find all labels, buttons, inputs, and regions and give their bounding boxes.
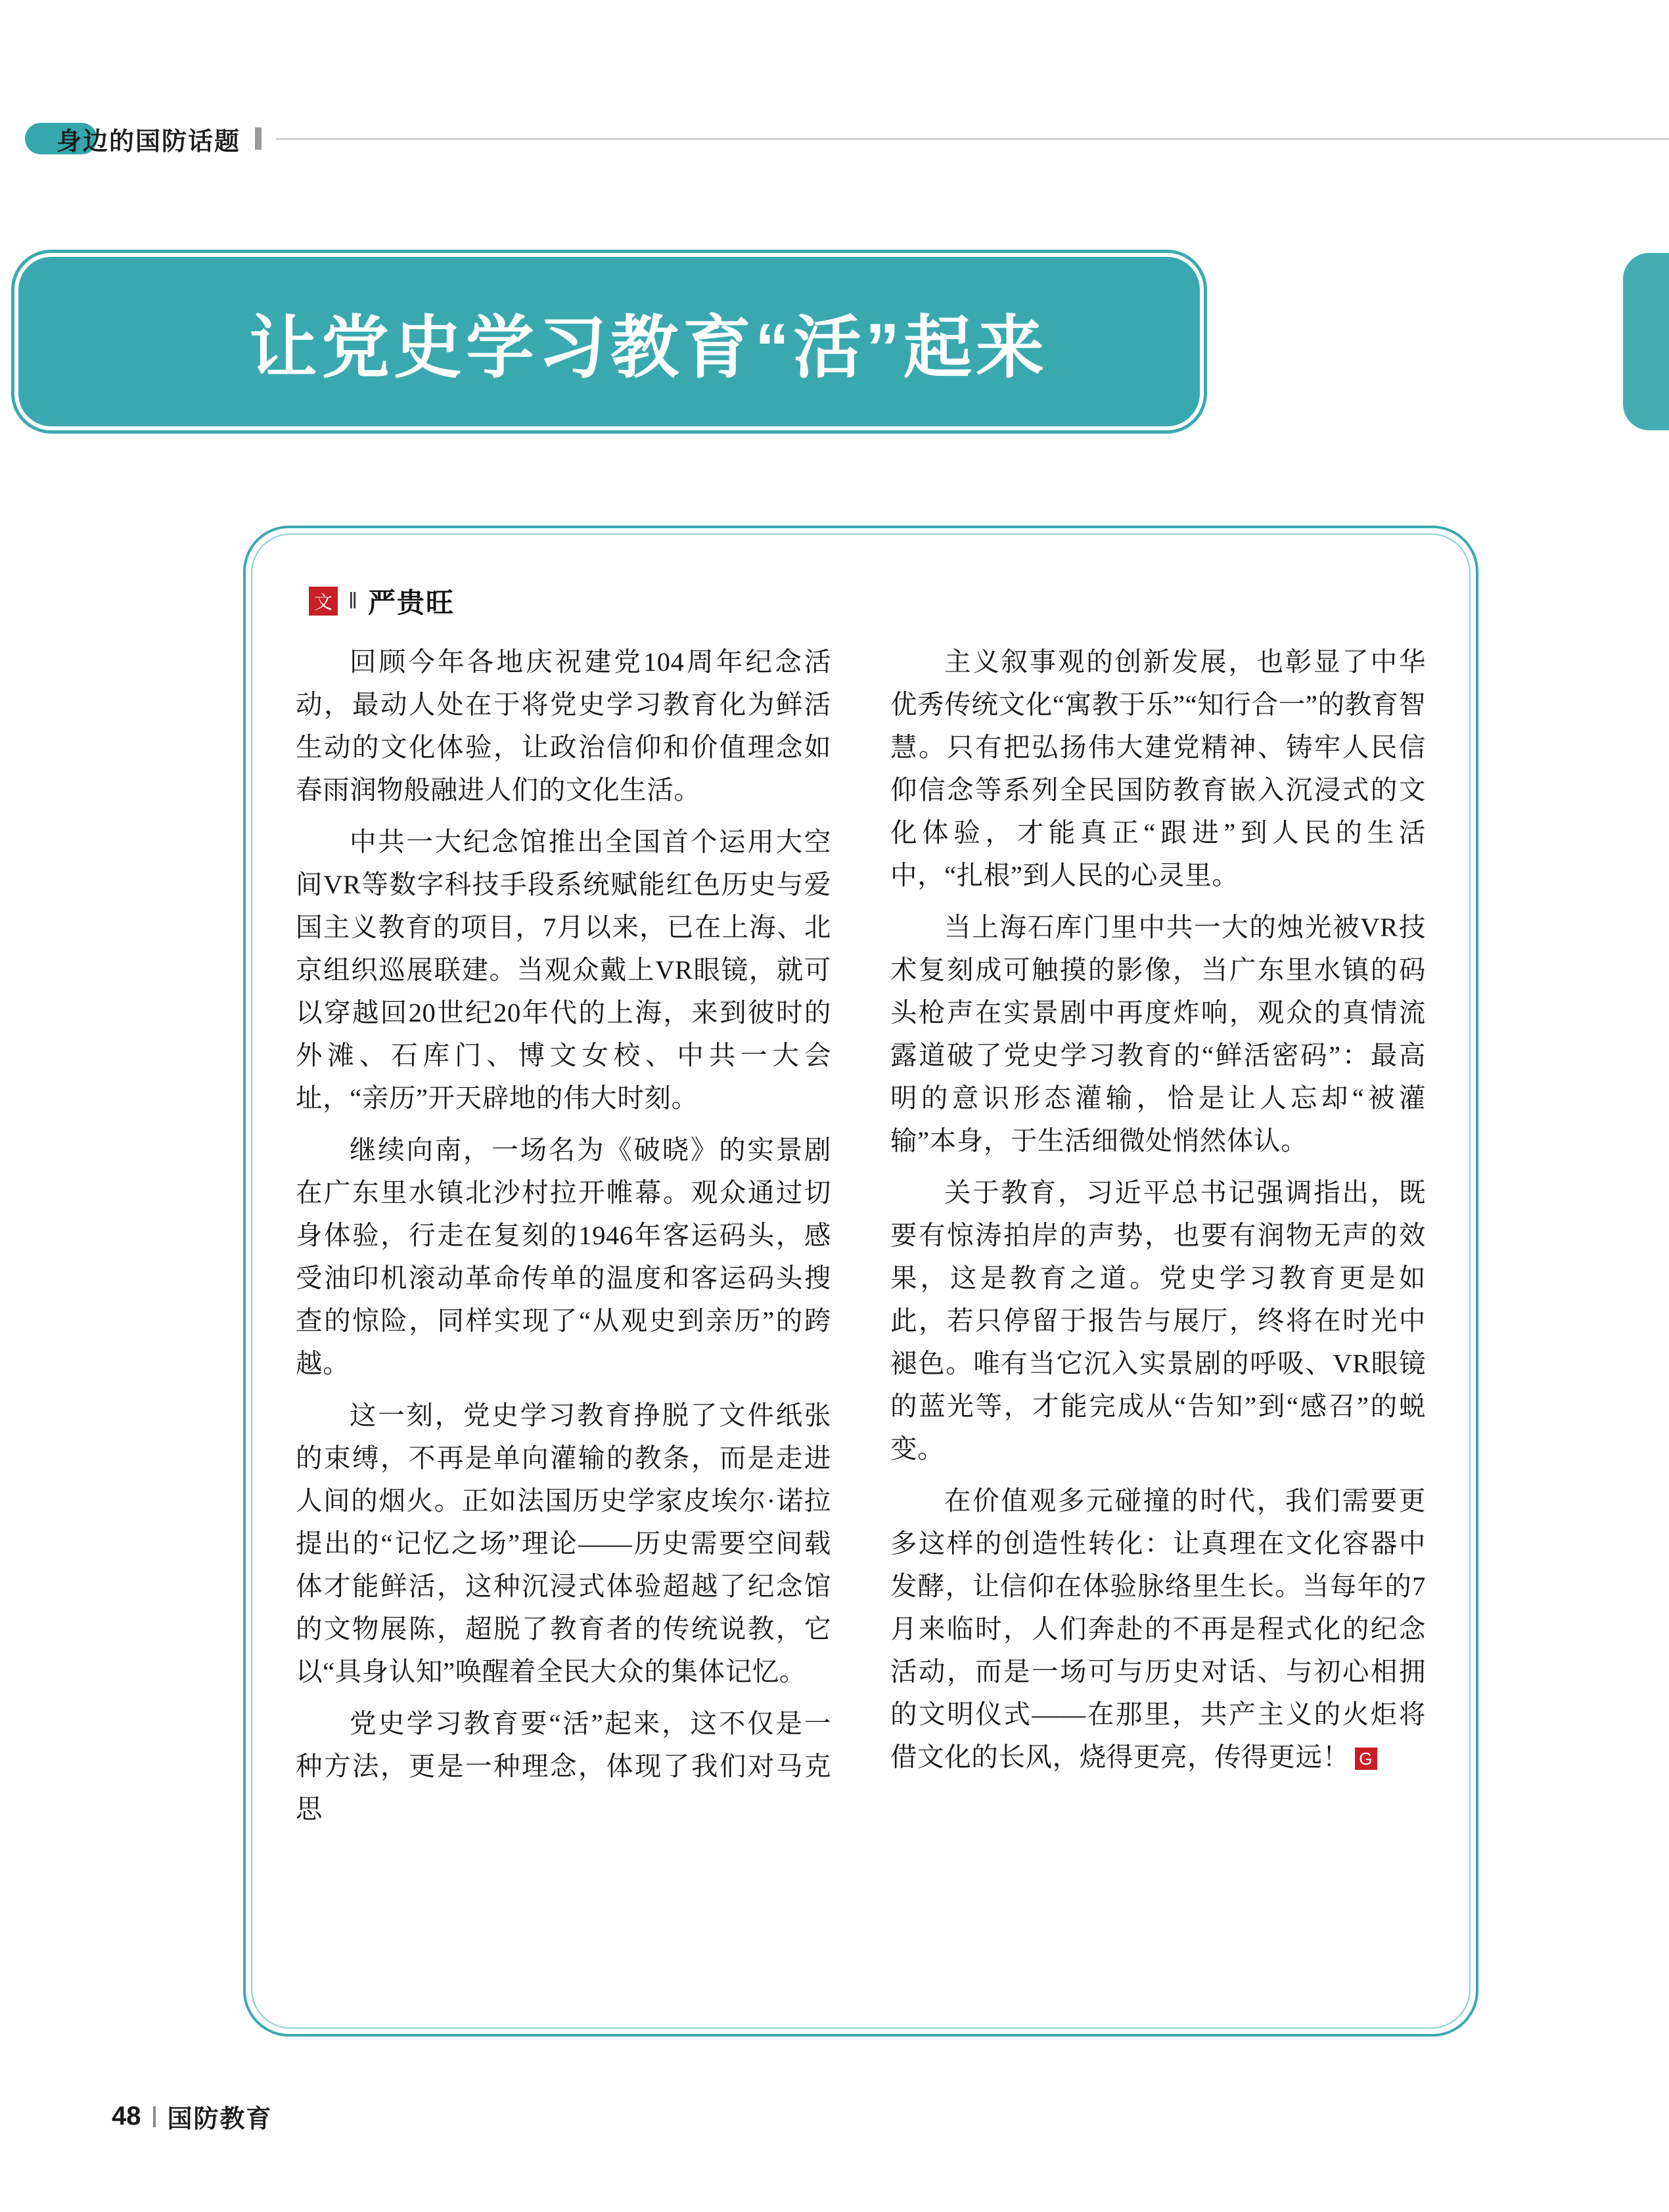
title-banner-right-accent [1623, 253, 1669, 430]
paragraph: 中共一大纪念馆推出全国首个运用大空间VR等数字科技手段系统赋能红色历史与爱国主义教育的项目，7月以来，已在上海、北京组织巡展联建。当观众戴上VR眼镜，就可以穿越回20世纪20年代的上海，来到彼时的外滩、石库门、博文女校、中共一大会址，“亲历”开天辟地的伟大时刻。 [296, 827, 831, 1113]
paragraph: 主义叙事观的创新发展，也彰显了中华优秀传统文化“寓教于乐”“知行合一”的教育智慧。只有把弘扬伟大建党精神、铸牢人民信仰信念等系列全民国防教育嵌入沉浸式的文化体验，才能真正“跟进”到人民的生活中，“扎根”到人民的心灵里。 [890, 647, 1426, 890]
article-column-left [296, 641, 831, 1987]
page-title: 让党史学习教育“活”起来 [248, 310, 1048, 386]
title-banner [14, 253, 1204, 430]
page-footer [112, 2098, 273, 2134]
paragraph: 继续向南，一场名为《破晓》的实景剧在广东里水镇北沙村拉开帷幕。观众通过切身体验，行走在复刻的1946年客运码头，感受油印机滚动革命传单的温度和客运码头搜查的惊险，同样实现了“从观史到亲历”的跨越。 [296, 1135, 831, 1378]
paragraph: 当上海石库门里中共一大的烛光被VR技术复刻成可触摸的影像，当广东里水镇的码头枪声在实景剧中再度炸响，观众的真情流露道破了党史学习教育的“鲜活密码”：最高明的意识形态灌输，恰是让人忘却“被灌输”本身，于生活细微处悄然体认。 [890, 913, 1426, 1156]
footer-divider [153, 2106, 156, 2127]
paragraph-text: 在价值观多元碰撞的时代，我们需要更多这样的创造性转化：让真理在文化容器中发酵，让信仰在体验脉络里生长。当每年的7月来临时，人们奔赴的不再是程式化的纪念活动，而是一场可与历史对话、与初心相拥的文明仪式——在那里，共产主义的火炬将借文化的长风，烧得更亮，传得更远！ [890, 1486, 1426, 1772]
paragraph: 回顾今年各地庆祝建党104周年纪念活动，最动人处在于将党史学习教育化为鲜活生动的文化体验，让政治信仰和价值理念如春雨润物般融进人们的文化生活。 [296, 647, 831, 805]
paragraph: 党史学习教育要“活”起来，这不仅是一种方法，更是一种理念，体现了我们对马克思 [296, 1709, 831, 1824]
paragraph-last [890, 1479, 1426, 1778]
byline-separator: ‖ [348, 588, 358, 614]
byline [309, 581, 455, 621]
section-rule-line [276, 138, 1669, 140]
paragraph: 关于教育，习近平总书记强调指出，既要有惊涛拍岸的声势，也要有润物无声的效果，这是教育之道。党史学习教育更是如此，若只停留于报告与展厅，终将在时光中褪色。唯有当它沉入实景剧的呼吸、VR眼镜的蓝光等，才能完成从“告知”到“感召”的蜕变。 [890, 1178, 1426, 1464]
article-body [296, 641, 1426, 1987]
section-header [0, 116, 1669, 162]
footer-page-number: 48 [112, 2102, 141, 2131]
article-column-right [890, 641, 1426, 1987]
footer-label: 国防教育 [167, 2106, 273, 2133]
end-mark-icon: G [1355, 1748, 1377, 1770]
paragraph: 这一刻，党史学习教育挣脱了文件纸张的束缚，不再是单向灌输的教条，而是走进人间的烟火。正如法国历史学家皮埃尔·诺拉提出的“记忆之场”理论——历史需要空间载体才能鲜活，这种沉浸式体验超越了纪念馆的文物展陈，超脱了教育者的传统说教，它以“具身认知”唤醒着全民大众的集体记忆。 [296, 1401, 831, 1686]
section-label: 身边的国防话题 [57, 127, 241, 156]
byline-badge-icon: 文 [309, 587, 338, 616]
byline-author: 严贵旺 [368, 587, 455, 618]
section-divider-bar [255, 127, 262, 150]
